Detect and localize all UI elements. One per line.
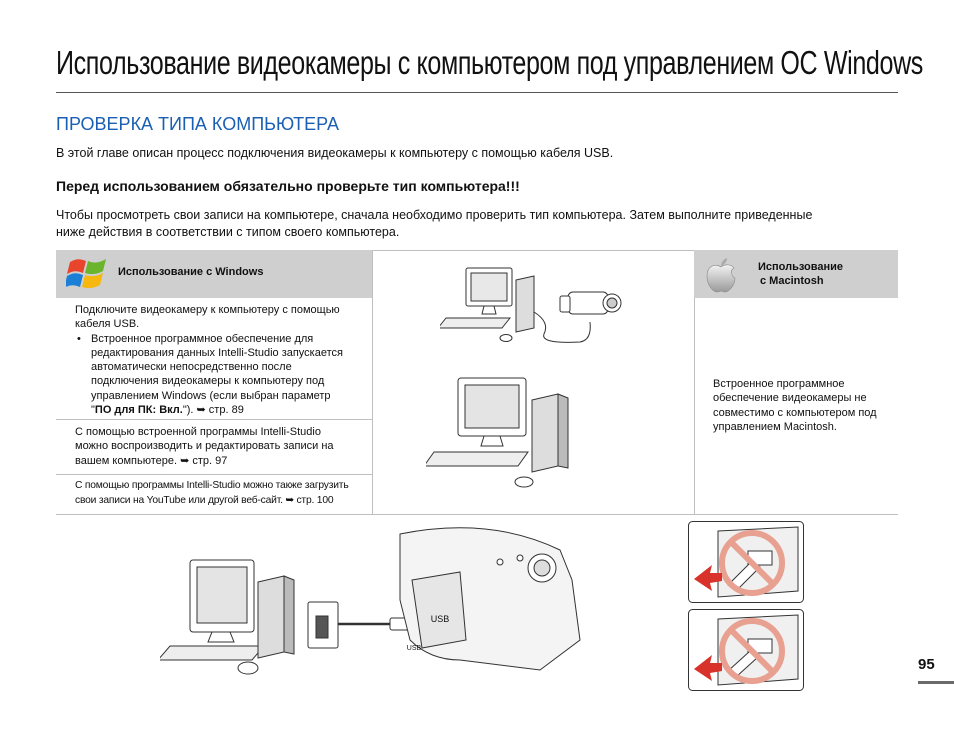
usb-symbol-label: USB — [406, 645, 422, 652]
usb-connection-illustration — [160, 520, 600, 685]
mac-note-line-2: обеспечение видеокамеры не — [713, 392, 867, 405]
pc-illustration — [426, 374, 576, 494]
bullet-line-5: управлением Windows (если выбран параметр — [91, 389, 331, 402]
usb-jack-label: USB — [430, 614, 450, 624]
intro-text: В этой главе описан процесс подключения видеокамеры к компьютеру с помощью кабеля USB. — [56, 146, 614, 160]
title-divider — [56, 92, 898, 93]
bullet-bold-setting: ПО для ПК: Вкл. — [94, 404, 183, 417]
mac-header-label — [758, 260, 843, 288]
bullet-page-ref: ➥ стр. 89 — [196, 404, 244, 417]
table-bottom-line — [56, 514, 898, 515]
windows-bullet — [75, 332, 367, 418]
description-line-1: Чтобы просмотреть свои записи на компьютере, сначала необходимо проверить тип компьютера. Затем выполните приведенные — [56, 208, 813, 222]
windows-step-1 — [75, 303, 367, 417]
table-divider-left — [372, 250, 373, 514]
bullet-line-2: редактирования данных Intelli-Studio запускается — [91, 346, 343, 359]
windows-step-2-line-3: вашем компьютере. ➥ стр. 97 — [75, 454, 228, 467]
bullet-marker: • — [77, 332, 81, 345]
page-title: Использование видеокамеры с компьютером под управлением ОС Windows — [56, 44, 923, 81]
mac-header-line-1: Использование — [758, 261, 844, 273]
windows-row-line-2 — [56, 474, 372, 475]
windows-step-2-line-2: можно воспроизводить и редактировать записи на — [75, 440, 334, 453]
windows-step-2-line-1: С помощью встроенной программы Intelli-Studio — [75, 426, 321, 438]
bullet-close: "). — [182, 404, 197, 417]
section-heading: ПРОВЕРКА ТИПА КОМПЬЮТЕРА — [56, 114, 339, 134]
description-text — [56, 207, 901, 241]
windows-step-1-line-2: кабеля USB. — [75, 318, 140, 331]
bullet-open-quote: " — [91, 404, 95, 417]
windows-step-3 — [75, 479, 369, 508]
windows-row-line-1 — [56, 419, 372, 420]
bullet-line-1: Встроенное программное обеспечение для — [91, 332, 314, 345]
windows-step-3-line-2: свои записи на YouTube или другой веб-сайт. ➥ стр. 100 — [75, 494, 334, 506]
apple-logo-icon — [704, 256, 738, 294]
wrong-insertion-illustration-1 — [688, 521, 804, 603]
description-line-2: ниже действия в соответствии с типом своего компьютера. — [56, 225, 400, 239]
page-number-bar — [918, 681, 954, 684]
windows-logo-icon — [66, 254, 112, 294]
mac-header-line-2: с Macintosh — [760, 275, 824, 287]
mac-note — [713, 377, 893, 434]
warning-text: Перед использованием обязательно проверьте тип компьютера!!! — [56, 178, 520, 194]
mac-header — [694, 250, 898, 298]
windows-step-3-line-1: С помощью программы Intelli-Studio можно также загрузить — [75, 480, 349, 491]
bullet-line-6 — [91, 403, 367, 417]
mac-note-line-1: Встроенное программное — [713, 378, 845, 390]
windows-header — [56, 250, 372, 298]
mac-note-line-4: управлением Macintosh. — [713, 420, 837, 433]
page-number: 95 — [918, 656, 935, 673]
bullet-line-4: подключения видеокамеры к компьютеру под — [91, 375, 325, 388]
wrong-insertion-illustration-2 — [688, 609, 804, 691]
windows-step-2 — [75, 425, 367, 468]
mac-note-line-3: совместимо с компьютером под — [713, 406, 877, 419]
pc-camera-connection-illustration — [440, 262, 640, 352]
bullet-line-3: автоматически непосредственно после — [91, 361, 292, 374]
windows-step-1-line-1: Подключите видеокамеру к компьютеру с помощью — [75, 304, 340, 316]
windows-header-label: Использование с Windows — [118, 266, 264, 278]
